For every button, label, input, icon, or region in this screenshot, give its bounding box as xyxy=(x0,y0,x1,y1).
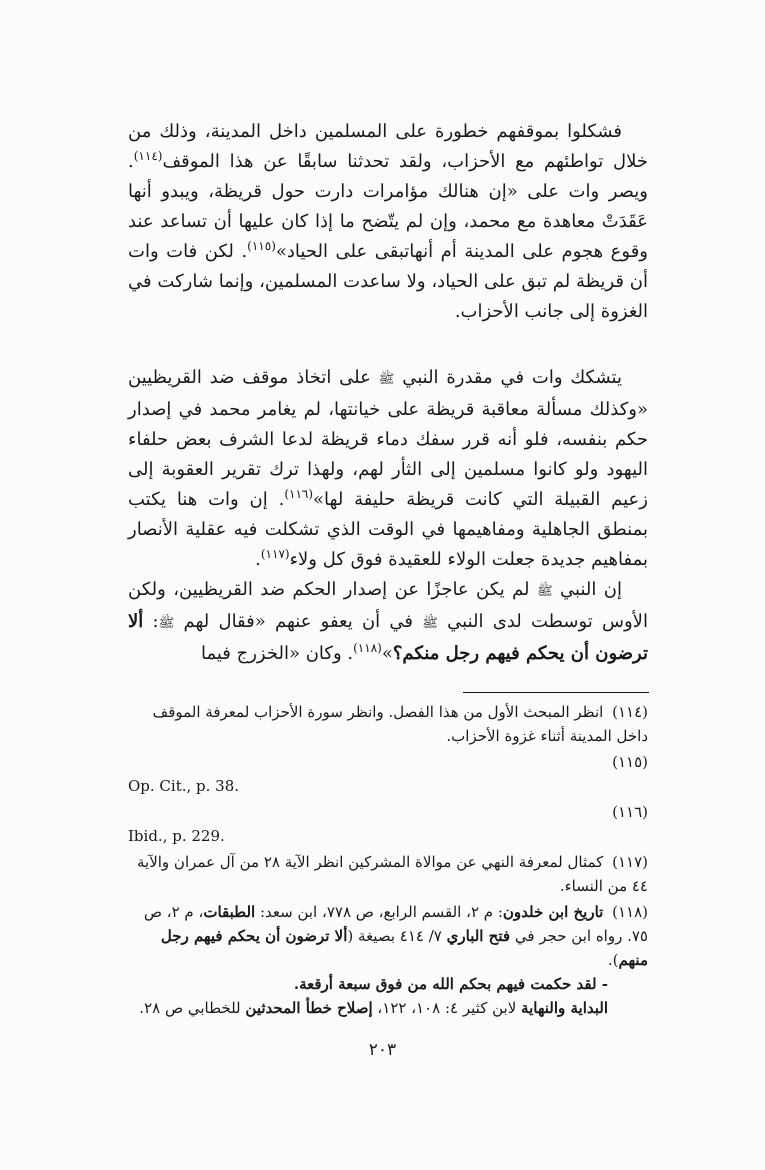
paragraph-3 xyxy=(128,575,648,669)
footnote-text: ٧/ ٤١٤ بصيغة ( xyxy=(347,927,442,945)
footnote-text: للخطابي ص ٢٨. xyxy=(139,999,241,1017)
footnote-continuation xyxy=(128,996,648,1020)
p3-text-3: في أن يعفو عنهم «فقال لهم xyxy=(183,611,414,632)
source-title: البداية والنهاية xyxy=(521,999,608,1017)
footnote-text: ). xyxy=(607,951,619,969)
footnote-ref-114: (١١٤) xyxy=(133,149,163,163)
footnote-118 xyxy=(128,900,648,1020)
honorific-icon: ﷺ xyxy=(158,616,175,631)
footnote-text: Op. Cit., p. 38. xyxy=(128,777,240,795)
footnotes xyxy=(128,700,648,1022)
p1-text-2: . ويصر وات على «إن هنالك مؤامرات دارت حول قريظة، ويبدو أنها عَقَدَتْ معاهدة مع محمد، وإن لم يتّضح ما إذا كان عليها أن تساعد عند وقوع هجوم على المدينة أم أنهاتبقى على الحياد» xyxy=(128,151,648,262)
footnote-divider xyxy=(463,692,649,693)
paragraph-1 xyxy=(128,117,648,327)
footnote-114 xyxy=(128,700,648,748)
p2-text-3: . إن وات هنا يكتب بمنطق الجاهلية ومفاهيمها في الوقت الذي تشكلت فيه عقلية الأنصار بمفاهيم جديدة جعلت الولاء للعقيدة فوق كل ولاء xyxy=(128,489,648,570)
paragraph-2 xyxy=(128,363,648,575)
p3-text-2: لم يكن عاجزًا عن إصدار الحكم ضد القريظيين، ولكن الأوس توسطت لدى النبي xyxy=(128,579,648,632)
p3-text-1: إن النبي xyxy=(560,579,622,600)
honorific-icon: ﷺ xyxy=(422,616,438,631)
source-title: إصلاح خطأ المحدثين xyxy=(245,999,373,1017)
footnote-number: (١١٧) xyxy=(612,853,648,871)
p1-text-1: فشكلوا بموقفهم خطورة على المسلمين داخل المدينة، وذلك من خلال تواطئهم مع الأحزاب، ولقد تحدثنا سابقًا عن هذا الموقف xyxy=(128,121,648,172)
footnote-text: : م ٢، القسم الرابع، ص ٧٧٨، ابن سعد: xyxy=(259,903,503,921)
source-title: فتح الباري xyxy=(446,927,511,945)
footnote-number: (١١٦) xyxy=(612,803,648,821)
p3-text-6: . وكان «الخزرج فيما xyxy=(200,643,354,664)
footnote-text: Ibid., p. 229. xyxy=(128,827,225,845)
honorific-icon: ﷺ xyxy=(536,584,553,599)
bold-quote: ألا ترضون أن يحكم فيهم رجل منهم xyxy=(160,927,648,969)
p2-text-2: على اتخاذ موقف ضد القريظيين «وكذلك مسألة معاقبة قريظة على خيانتها، لم يغامر محمد في إصدار حكم بنفسه، فلو أنه قرر سفك دماء قريظة لدعا الشرف بعض حلفاء اليهود ولو كانوا مسلمين إلى الثأر لهم، ولهذا ترك تقرير العقوبة إلى زعيم القبيلة التي كانت قريظة حليفة لها» xyxy=(128,367,648,510)
p2-text-1: يتشكك وات في مقدرة النبي xyxy=(402,367,622,388)
footnote-text: ، م ٢، ص ٧٥. رواه ابن حجر في xyxy=(143,903,648,945)
footnote-115 xyxy=(128,750,648,798)
footnote-text: لابن كثير ٤: ١٠٨، ١٢٢، xyxy=(377,999,517,1017)
footnote-text: انظر المبحث الأول من هذا الفصل. وانظر سورة الأحزاب لمعرفة الموقف داخل المدينة أثناء غزوة الأحزاب. xyxy=(152,703,648,745)
source-title: تاريخ ابن خلدون xyxy=(502,903,604,921)
honorific-icon: ﷺ xyxy=(378,372,395,387)
footnote-number: (١١٤) xyxy=(612,703,648,721)
p3-bold-quote: ألا ترضون أن يحكم فيهم رجل منكم؟ xyxy=(128,611,648,664)
footnote-number: (١١٥) xyxy=(612,753,648,771)
footnote-116 xyxy=(128,800,648,848)
footnote-ref-118: (١١٨) xyxy=(353,641,382,655)
footnote-ref-117: (١١٧) xyxy=(260,547,290,561)
footnote-text: كمثال لمعرفة النهي عن موالاة المشركين انظر الآية ٢٨ من آل عمران والآية ٤٤ من النساء. xyxy=(136,853,648,895)
footnote-continuation: - لقد حكمت فيهم بحكم الله من فوق سبعة أرقعة. xyxy=(293,975,608,993)
p3-text-5: » xyxy=(381,643,393,664)
page-number: ٢٠٣ xyxy=(368,1040,397,1060)
source-title: الطبقات xyxy=(203,903,256,921)
p3-text-4: : xyxy=(152,611,159,632)
p1-text-3: . لكن فات وات أن قريظة لم تبق على الحياد، ولا ساعدت المسلمين، وإنما شاركت في الغزوة إلى جانب الأحزاب. xyxy=(128,241,648,322)
p2-text-4: . xyxy=(255,549,261,570)
footnote-117 xyxy=(128,850,648,898)
footnote-ref-115: (١١٥) xyxy=(247,239,276,253)
footnote-number: (١١٨) xyxy=(612,903,648,921)
footnote-ref-116: (١١٦) xyxy=(284,487,314,501)
